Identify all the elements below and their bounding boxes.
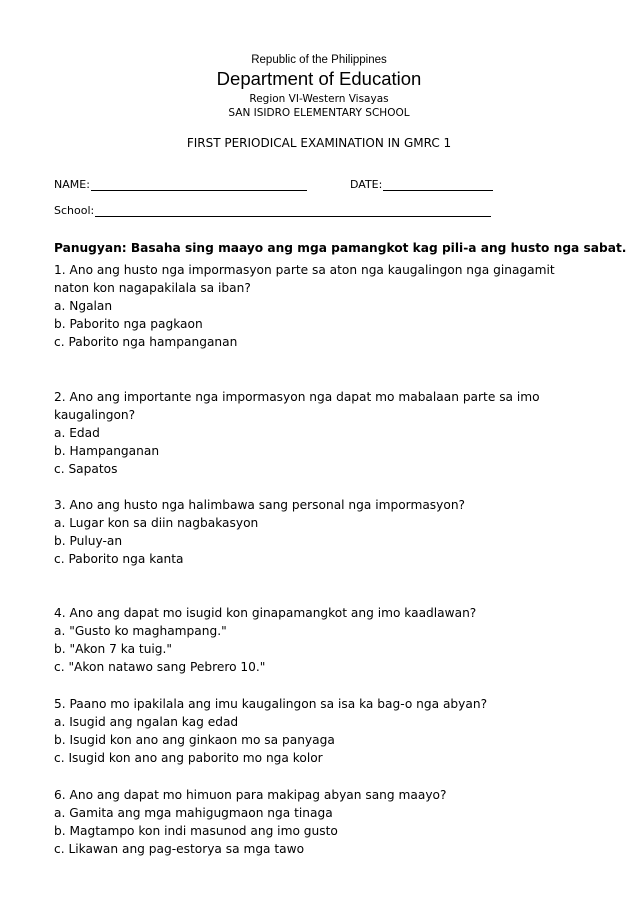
question-4 bbox=[54, 604, 614, 676]
choice-a[interactable]: a. Lugar kon sa diin nagbakasyon bbox=[54, 516, 259, 530]
choice-b[interactable]: b. Puluy-an bbox=[54, 534, 123, 548]
question-2 bbox=[54, 388, 614, 478]
choice-c[interactable]: c. Likawan ang pag-estorya sa mga tawo bbox=[54, 842, 305, 856]
region-heading: Region VI-Western Visayas bbox=[249, 93, 389, 105]
choice-a[interactable]: a. Gamita ang mga mahigugmaon nga tinaga bbox=[54, 806, 333, 820]
exam-title: FIRST PERIODICAL EXAMINATION IN GMRC 1 bbox=[186, 136, 452, 150]
date-blank-line[interactable] bbox=[383, 178, 493, 191]
date-field[interactable] bbox=[350, 178, 493, 191]
question-text: 6. Ano ang dapat mo himuon para makipag abyan sang maayo? bbox=[54, 788, 447, 802]
choice-c[interactable]: c. "Akon natawo sang Pebrero 10." bbox=[54, 660, 266, 674]
question-text: 5. Paano mo ipakilala ang imu kaugalingon sa isa ka bag-o nga abyan? bbox=[54, 697, 488, 711]
choice-c[interactable]: c. Paborito nga kanta bbox=[54, 552, 184, 566]
school-field[interactable] bbox=[54, 204, 491, 217]
choice-c[interactable]: c. Paborito nga hampanganan bbox=[54, 335, 238, 349]
choice-a[interactable]: a. Edad bbox=[54, 426, 100, 440]
question-text: 4. Ano ang dapat mo isugid kon ginapamangkot ang imo kaadlawan? bbox=[54, 606, 477, 620]
question-text: 3. Ano ang husto nga halimbawa sang personal nga impormasyon? bbox=[54, 498, 466, 512]
question-5 bbox=[54, 695, 614, 767]
name-blank-line[interactable] bbox=[91, 178, 307, 191]
republic-heading: Republic of the Philippines bbox=[251, 54, 387, 66]
choice-b[interactable]: b. Hampanganan bbox=[54, 444, 160, 458]
school-blank-line[interactable] bbox=[95, 204, 491, 217]
choice-b[interactable]: b. Paborito nga pagkaon bbox=[54, 317, 203, 331]
name-field[interactable] bbox=[54, 178, 307, 191]
choice-c[interactable]: c. Isugid kon ano ang paborito mo nga kolor bbox=[54, 751, 323, 765]
choice-a[interactable]: a. Isugid ang ngalan kag edad bbox=[54, 715, 239, 729]
question-1 bbox=[54, 261, 614, 351]
question-text: 2. Ano ang importante nga impormasyon nga dapat mo mabalaan parte sa imo bbox=[54, 390, 540, 404]
question-3 bbox=[54, 496, 614, 568]
choice-c[interactable]: c. Sapatos bbox=[54, 462, 118, 476]
date-label: DATE: bbox=[350, 178, 383, 191]
department-heading: Department of Education bbox=[216, 68, 422, 89]
name-label: NAME: bbox=[54, 178, 90, 191]
question-text: 1. Ano ang husto nga impormasyon parte sa aton nga kaugalingon nga ginagamit bbox=[54, 263, 555, 277]
choice-b[interactable]: b. Isugid kon ano ang ginkaon mo sa panyaga bbox=[54, 733, 335, 747]
instructions: Panugyan: Basaha sing maayo ang mga pamangkot kag pili-a ang husto nga sabat. bbox=[54, 241, 627, 255]
school-heading: SAN ISIDRO ELEMENTARY SCHOOL bbox=[228, 107, 410, 119]
school-label: School: bbox=[54, 204, 95, 217]
choice-b[interactable]: b. "Akon 7 ka tuig." bbox=[54, 642, 173, 656]
choice-a[interactable]: a. Ngalan bbox=[54, 299, 113, 313]
question-text: kaugalingon? bbox=[54, 408, 136, 422]
choice-b[interactable]: b. Magtampo kon indi masunod ang imo gusto bbox=[54, 824, 338, 838]
choice-a[interactable]: a. "Gusto ko maghampang." bbox=[54, 624, 227, 638]
question-text: naton kon nagapakilala sa iban? bbox=[54, 281, 251, 295]
question-6 bbox=[54, 786, 614, 858]
